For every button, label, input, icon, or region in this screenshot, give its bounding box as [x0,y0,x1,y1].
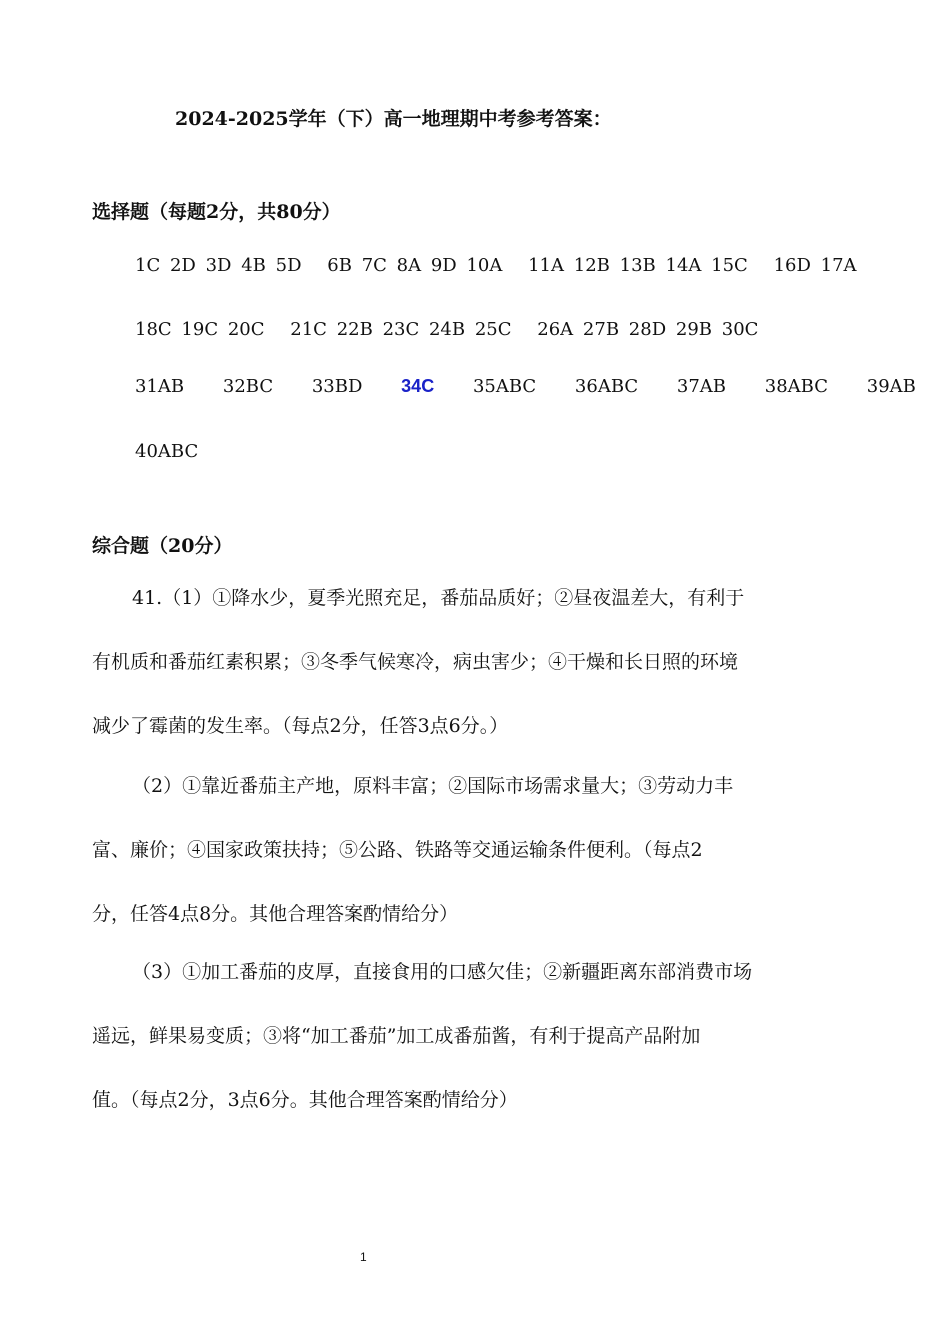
answer-item: 4B [241,255,266,276]
answer-item: 16D [773,255,811,276]
answer-item: 17A [820,255,857,276]
answer-item: 10A [466,255,503,276]
answer-item: 31AB [135,376,185,397]
answer-item: 26A [537,319,574,340]
document-title: 2024-2025学年（下）高一地理期中考参考答案： [175,108,612,130]
answer-item: 9D [430,255,457,276]
answer-item: 18C [135,319,172,340]
answer-item: 36ABC [574,376,639,397]
answer-item: 40ABC [135,441,199,462]
answer-item: 33BD [311,376,363,397]
answer-item: 15C [711,255,748,276]
choice-section-heading: 选择题（每题2分，共80分） [92,201,341,223]
answer-item: 8A [396,255,422,276]
paragraph-line: 41.（1）①降水少，夏季光照充足，番茄品质好；②昼夜温差大，有利于 [132,587,745,609]
answer-row-2 [135,319,762,340]
answer-item: 29B [675,319,713,340]
paragraph-line: 有机质和番茄红素积累；③冬季气候寒冷，病虫害少；④干燥和长日照的环境 [92,651,739,673]
answer-item: 12B [573,255,610,276]
answer-item-highlighted: 34C [401,376,435,396]
answer-item: 38ABC [764,376,829,397]
answer-row-3 [135,376,949,397]
answer-item: 19C [181,319,219,340]
q41-part1 [92,566,862,758]
answer-item: 30C [721,319,759,340]
q41-part3 [92,940,862,1132]
answer-row-1 [135,255,861,276]
answer-item: 22B [336,319,373,340]
paragraph-line: （2）①靠近番茄主产地，原料丰富；②国际市场需求量大；③劳动力丰 [132,775,734,797]
paragraph-line: 值。（每点2分，3点6分。其他合理答案酌情给分） [92,1089,518,1111]
answer-item: 5D [275,255,302,276]
answer-item: 2D [169,255,196,276]
answer-item: 39AB [866,376,916,397]
page-number: 1 [360,1250,367,1264]
comprehensive-section-heading: 综合题（20分） [92,535,233,557]
answer-item: 37AB [676,376,727,397]
answer-item: 11A [528,255,565,276]
answer-item: 13B [619,255,656,276]
paragraph-line: 遥远，鲜果易变质；③将“加工番茄”加工成番茄酱，有利于提高产品附加 [92,1025,701,1047]
q41-part2 [92,754,862,946]
answer-item: 32BC [222,376,274,397]
answer-item: 1C [135,255,161,276]
answer-item: 24B [428,319,466,340]
answer-item: 14A [665,255,702,276]
answer-item: 6B [327,255,352,276]
answer-row-4 [135,441,198,462]
answer-item: 28D [628,319,667,340]
answer-item: 35ABC [472,376,537,397]
answer-item: 23C [382,319,420,340]
paragraph-line: 富、廉价；④国家政策扶持；⑤公路、铁路等交通运输条件便利。（每点2 [92,839,703,861]
answer-item: 25C [474,319,512,340]
paragraph-line: （3）①加工番茄的皮厚，直接食用的口感欠佳；②新疆距离东部消费市场 [132,961,753,983]
answer-item: 20C [227,319,265,340]
answer-item: 3D [205,255,232,276]
paragraph-line: 减少了霉菌的发生率。（每点2分，任答3点6分。） [92,715,509,737]
answer-item: 7C [361,255,387,276]
answer-item: 21C [290,319,327,340]
paragraph-line: 分，任答4点8分。其他合理答案酌情给分） [92,903,459,925]
answer-item: 27B [582,319,620,340]
